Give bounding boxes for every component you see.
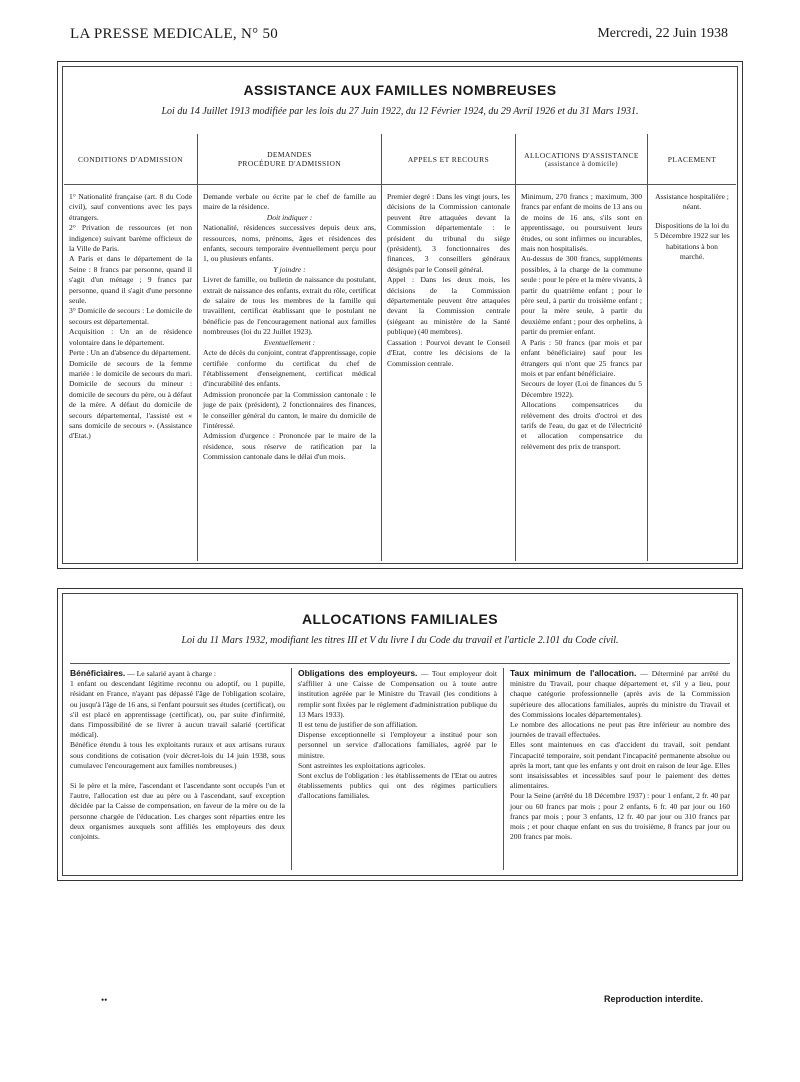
assistance-title: ASSISTANCE AUX FAMILLES NOMBREUSES — [243, 82, 557, 98]
paragraph: Perte : Un an d'absence du département. — [69, 348, 191, 358]
taux-paragraph — [510, 668, 730, 720]
paragraph: Pour la Seine (arrêté du 18 Décembre 1937) : pour 1 enfant, 2 fr. 40 par jour ou 60 francs par mois ; pour 2 enfants, 6 fr. 40 par jour ou 160 francs par mois ; pour 3 enfants, 12 fr. 40 par jour ou 310 francs par mois ; et pour chaque enfant en sus du troisième, 8 francs par jour ou 200 francs par mois. — [510, 791, 730, 842]
paragraph: Au-dessus de 300 francs, suppléments possibles, à la charge de la commune seule : pour le père et la mère vivants, à partir du quatrième enfant ; pour le père seul, à partir du troisième enfant ; pour la mère seule, à partir du deuxième enfant ; pour des orphelins, à partir du premier enfant. — [521, 254, 642, 337]
column-body — [521, 192, 642, 452]
column-body — [653, 192, 731, 262]
paragraph: Premier degré : Dans les vingt jours, les décisions de la Commission cantonale peuvent être attaquées devant la Commission départementale : le président du tribunal du siège (président), 3 fonctionnaires des finances, 3 conseillers généraux désignés par le Conseil général. — [387, 192, 510, 274]
obligations-column — [292, 668, 504, 870]
column-heading: APPELS ET RECOURS — [407, 154, 490, 164]
taux-lead: — Déterminé par arrêté du ministre du Travail, pour chaque département et, s'il y a lieu, pour chaque catégorie professionnelle (après avis de la Commission supérieure des allocations familiales, auprès du ministre du Travail et des Commissions locales départementales). — [510, 669, 730, 719]
paragraph: Admission d'urgence : Prononcée par le maire de la résidence, sous réserve de ratification par la Commission cantonale dans le délai d'un mois. — [203, 431, 376, 462]
allocations-section — [57, 588, 743, 881]
page-header — [70, 26, 728, 46]
paragraph: Admission prononcée par la Commission cantonale : le juge de paix (président), 2 fonctionnaires des finances, le conseiller général du canton, le maire du domicile de l'intéressé. — [203, 389, 376, 430]
beneficiaires-paragraph — [70, 668, 285, 679]
journal-title: LA PRESSE MEDICALE, N° 50 — [70, 26, 279, 42]
paragraph: 1° Nationalité française (art. 8 du Code civil), sauf conventions avec les pays étrangers. — [69, 192, 192, 222]
paragraph: Acquisition : Un an de résidence volontaire dans le département. — [69, 327, 192, 347]
paragraph: Demande verbale ou écrite par le chef de famille au maire de la résidence. — [203, 192, 376, 212]
column-heading: DEMANDES — [267, 150, 312, 159]
assistance-table — [64, 134, 736, 561]
paragraph: Nationalité, résidences successives depuis deux ans, ressources, noms, prénoms, âges et résidences des enfants, secours temporaire éventuellement perçu pour 1, ou plusieurs enfants. — [203, 223, 376, 264]
taux-column — [504, 668, 730, 870]
issue-date: Mercredi, 22 Juin 1938 — [597, 26, 728, 41]
column-demandes — [198, 134, 382, 561]
obligations-lead: — Tout employeur doit s'affilier à une Caisse de Compensation ou à toute autre institution agréée par le Ministre du Travail (les conditions à remplir sont fixées par le règlement d'administration publique du 13 Mars 1933). — [298, 669, 497, 719]
paragraph: Assistance hospitalière ; néant. — [655, 192, 729, 212]
paragraph: Dispense exceptionnelle si l'employeur a institué pour son personnel un service d'allocations familiales, agréé par le ministre. — [298, 730, 497, 760]
paragraph: 2° Privation de ressources (et non indigence) suivant barème officieux de la Ville de Paris. — [69, 223, 192, 254]
paragraph: Y joindre : — [273, 264, 306, 274]
column-subheading: PROCÉDURE D'ADMISSION — [237, 159, 342, 168]
column-body — [203, 192, 376, 463]
column-header — [648, 134, 736, 185]
obligations-paragraph — [298, 668, 497, 720]
allocations-title: ALLOCATIONS FAMILIALES — [302, 611, 498, 627]
paragraph: Sont exclus de l'obligation : les établissements de l'Etat ou autres établissements publics qui ont des régimes particuliers d'allocations familiales. — [298, 771, 497, 801]
paragraph: Le nombre des allocations ne peut pas être inférieur au nombre des journées de travail effectuées. — [510, 720, 730, 740]
column-body — [69, 192, 192, 442]
paragraph: Doit indiquer : — [266, 212, 313, 222]
column-header — [516, 134, 647, 185]
paragraph: Allocations compensatrices du relèvement des droits d'octroi et des tarifs de l'eau, du gaz et de l'électricité et allocation compensatrice du relèvement des prix de transport. — [521, 400, 642, 451]
allocations-columns — [70, 663, 730, 870]
taux-heading: Taux minimum de l'allocation. — [510, 668, 637, 678]
column-heading: CONDITIONS D'ADMISSION — [78, 154, 183, 164]
paragraph: Appel : Dans les deux mois, les décisions de la Commission départementale peuvent être attaquées devant la Commission centrale (siégeant au ministère de la Santé publique) (40 membres). — [387, 275, 510, 337]
column-allocations — [516, 134, 648, 561]
column-heading: ALLOCATIONS D'ASSISTANCE — [524, 150, 639, 160]
column-heading: PLACEMENT — [667, 154, 717, 164]
beneficiaires-lead: — Le salarié ayant à charge : — [125, 669, 217, 678]
paragraph: Cassation : Pourvoi devant le Conseil d'Etat, contre les décisions de la Commission centrale. — [387, 337, 510, 368]
assistance-section — [57, 61, 743, 569]
paragraph: Minimum, 270 francs ; maximum, 300 francs par enfant de moins de 13 ans ou de moins de 16 ans, s'ils sont en apprentissage, ou poursuivent leurs études, ou sont infirmes ou incurables, mais non hospitalisés. — [521, 192, 642, 254]
assistance-subtitle: Loi du 14 Juillet 1913 modifiée par les lois du 27 Juin 1922, du 12 Février 1924, du 29 Avril 1926 et du 31 Mars 1931. — [161, 106, 639, 117]
column-header — [382, 134, 515, 185]
spacer — [653, 213, 731, 221]
paragraph: Domicile de secours de la femme mariée : le domicile de secours du mari. Domicile de secours du mineur : domicile de secours du père, ou à défaut de la mère. A défaut du domicile de secours départemental, l'assisté est « sans domicile de secours ». (Assistance d'Etat.) — [69, 358, 192, 441]
paragraph: Acte de décès du conjoint, contrat d'apprentissage, copie certifiée conforme du certificat du chef de l'établissement d'enseignement, certificat médical d'incurabilité des enfants. — [203, 348, 376, 389]
paragraph: Eventuellement : — [263, 337, 316, 347]
column-header — [198, 134, 381, 185]
paragraph: 1 enfant ou descendant légitime reconnu ou adoptif, ou 1 pupille, résidant en France, n'ayant pas dépassé l'âge de l'obligation scolaire, ou jusqu'à l'âge de 16 ans, si l'enfant poursuit ses études (certificat), ou s'il est placé en apprentissage (certificat), ou, par suite d'infirmité, dans l'impossibilité de se livrer à aucun travail salarié (certificat médical). — [70, 679, 285, 740]
paragraph: Elles sont maintenues en cas d'accident du travail, soit pendant l'incapacité temporaire, soit pendant l'incapacité permanente absolue ou après la mort, tant que les enfants y ont droit en raison de leur âge. Elles sont insaisissables et incessibles sauf pour le paiement des dettes alimentaires. — [510, 740, 730, 791]
spacer — [70, 771, 285, 781]
paragraph: Livret de famille, ou bulletin de naissance du postulant, extrait de naissance des enfants, extrait du rôle, certificat de salaire de tous les membres de la famille qui travaillent, certificat établissant que le postulant ne bénéficie pas de l'encouragement national aux familles nombreuses (loi du 22 Juillet 1923). — [203, 275, 376, 337]
paragraph: A Paris et dans le département de la Seine : 8 francs par personne, quand il s'agit d'un ménage ; 9 francs par personne, quand il s'agit d'une personne seule. — [69, 254, 192, 306]
paragraph: Si le père et la mère, l'ascendant et l'ascendante sont occupés l'un et l'autre, l'allocation est due au père ou à l'ascendant, sauf exception décidée par la Caisse de compensation, en faveur de la mère ou de la personne chargée de l'éducation. Les charges sont réparties entre les deux organismes auxquels sont affiliés les employeurs des deux conjoints. — [70, 781, 285, 842]
beneficiaires-heading: Bénéficiaires. — [70, 668, 126, 678]
reproduction-notice: Reproduction interdite. — [604, 994, 703, 1004]
beneficiaires-column — [70, 668, 292, 870]
column-header — [64, 134, 197, 185]
obligations-heading: Obligations des employeurs. — [298, 668, 418, 678]
paragraph: Dispositions de la loi du 5 Décembre 1922 sur les habitations à bon marché. — [654, 220, 730, 262]
paragraph: Secours de loyer (Loi de finances du 5 Décembre 1922). — [521, 379, 642, 399]
paragraph: Bénéfice étendu à tous les exploitants ruraux et aux artisans ruraux sous conditions de cotisation (voir décret-lois du 14 juin 1938, sous cumulavec l'encouragement aux familles nombreuses.) — [70, 740, 285, 770]
paragraph: 3° Domicile de secours : Le domicile de secours est départemental. — [69, 306, 192, 326]
paragraph: Sont astreintes les exploitations agricoles. — [298, 760, 426, 770]
column-conditions — [64, 134, 198, 561]
column-appels — [382, 134, 516, 561]
column-placement — [648, 134, 736, 561]
paragraph: A Paris : 50 francs (par mois et par enfant bénéficiaire) sauf pour les étrangers qui n'ont que 25 francs par mois et par enfant bénéficiaire. — [521, 337, 642, 378]
column-body — [387, 192, 510, 369]
footer-mark: •• — [101, 995, 108, 1005]
allocations-subtitle: Loi du 11 Mars 1932, modifiant les titres III et V du livre I du Code du travail et l'article 2.101 du Code civil. — [181, 635, 619, 646]
column-subheading: (assistance à domicile) — [545, 159, 618, 168]
paragraph: Il est tenu de justifier de son affiliation. — [298, 720, 418, 730]
